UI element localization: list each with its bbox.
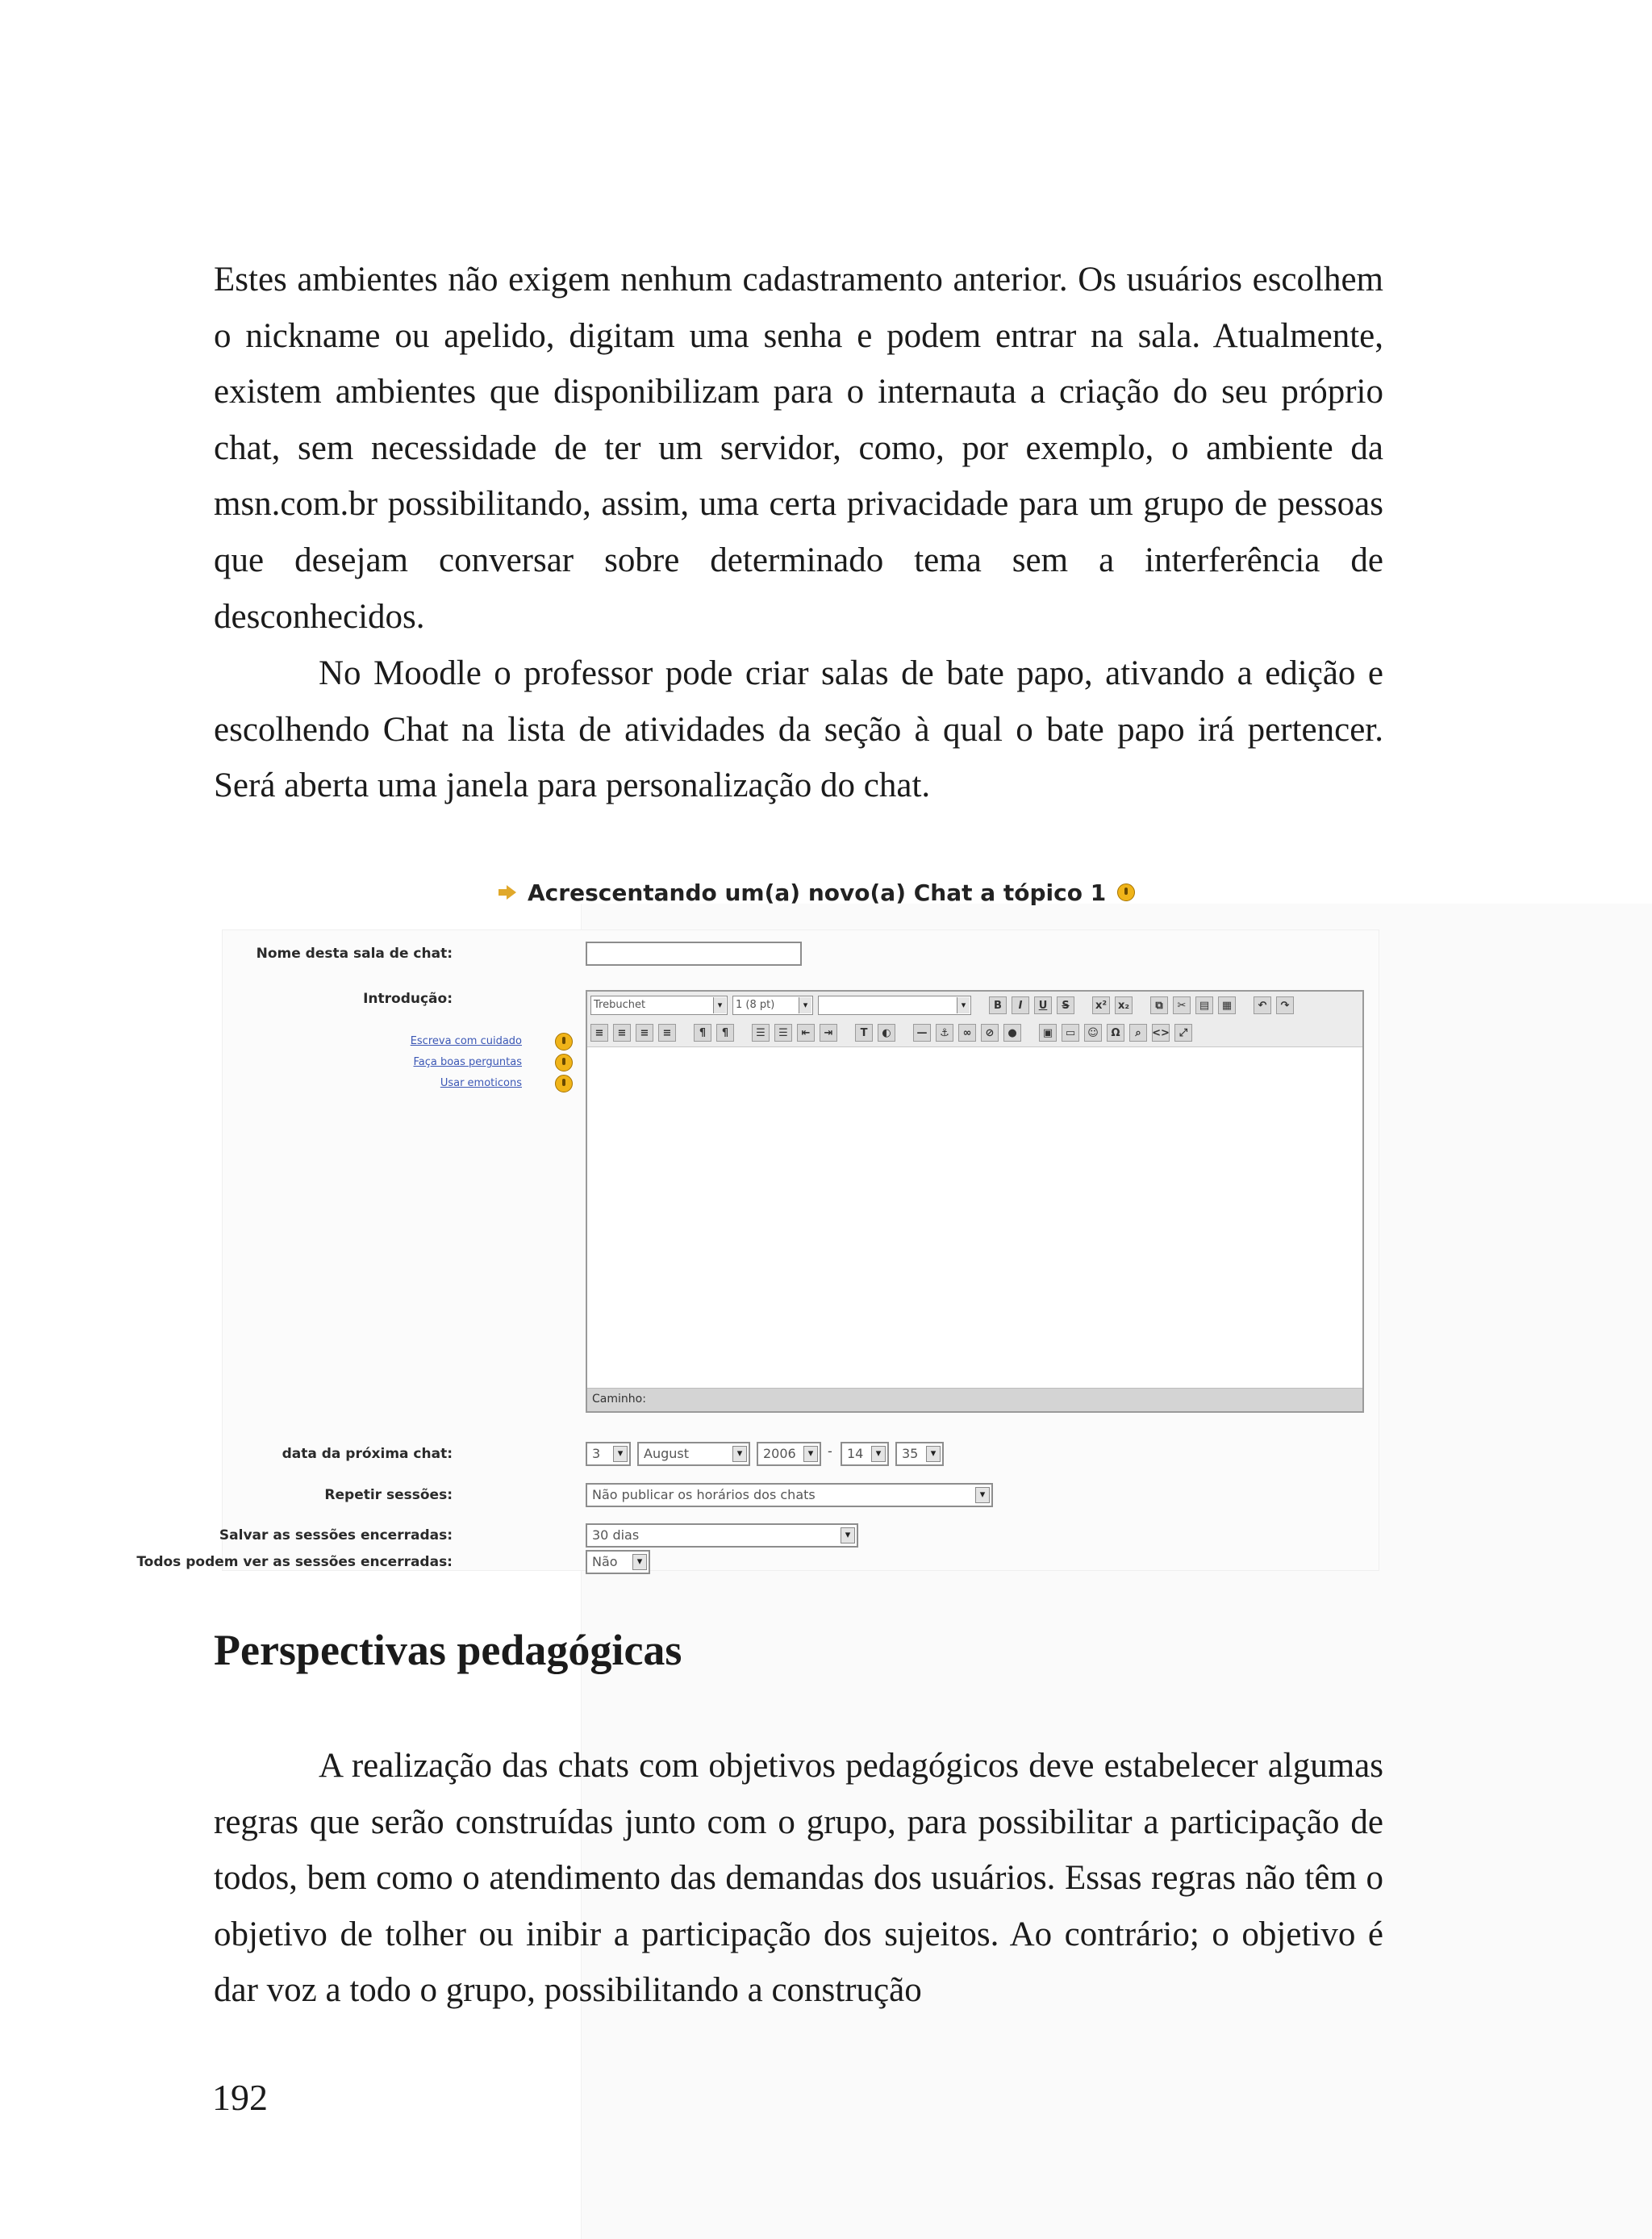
table-icon[interactable]: ▭ — [1062, 1024, 1079, 1042]
date-time-separator: - — [828, 1443, 832, 1459]
year-select[interactable]: 2006 ▾ — [757, 1442, 821, 1466]
intro-label: Introdução: — [363, 991, 453, 1007]
editor-toolbar-top — [587, 992, 1362, 1020]
redo-icon[interactable]: ↷ — [1276, 996, 1294, 1014]
screenshot-title — [499, 871, 1135, 913]
ordered-list-icon[interactable]: ☰ — [752, 1024, 770, 1042]
subscript-icon[interactable]: x₂ — [1115, 996, 1133, 1014]
nolink-icon[interactable]: ● — [1003, 1024, 1021, 1042]
paragraph-rules: A realização das chats com objetivos pedagógicos deve estabelecer algumas regras que serão construídas junto com o grupo, para possibilitar a participação de todos, bem como o atendimento das demandas dos usuários. Essas regras não têm o objetivo de tolher ou inibir a participação dos sujeitos. Ao contrário; o objetivo é dar voz a todo o grupo, possibilitando a construção — [214, 1747, 1383, 2010]
font-family-select[interactable]: Trebuchet ▾ — [590, 996, 728, 1015]
html-editor[interactable] — [586, 990, 1364, 1413]
unordered-list-icon[interactable]: ☰ — [774, 1024, 792, 1042]
paste-icon[interactable]: ▤ — [1195, 996, 1213, 1014]
editor-path-bar: Caminho: — [587, 1388, 1362, 1411]
bold-icon[interactable]: B — [989, 996, 1007, 1014]
chat-name-input[interactable] — [586, 942, 802, 966]
fullscreen-icon[interactable]: ⤢ — [1174, 1024, 1192, 1042]
link-icon[interactable]: ∞ — [958, 1024, 976, 1042]
italic-icon[interactable]: I — [1012, 996, 1029, 1014]
help-icon[interactable] — [555, 1054, 573, 1071]
help-icon[interactable] — [555, 1075, 573, 1092]
html-source-icon[interactable]: <> — [1152, 1024, 1170, 1042]
anchor-icon[interactable]: ⚓ — [936, 1024, 953, 1042]
ltr-icon[interactable]: ¶ — [694, 1024, 711, 1042]
underline-icon[interactable]: U — [1034, 996, 1052, 1014]
repeat-label: Repetir sessões: — [324, 1487, 453, 1503]
cut-icon[interactable]: ✂ — [1173, 996, 1191, 1014]
save-label: Salvar as sessões encerradas: — [219, 1527, 453, 1543]
background-color-icon[interactable]: ◐ — [878, 1024, 895, 1042]
name-label: Nome desta sala de chat: — [256, 946, 453, 962]
section-heading: Perspectivas pedagógicas — [214, 1626, 682, 1674]
special-char-icon[interactable]: Ω — [1107, 1024, 1124, 1042]
screenshot-title-text: Acrescentando um(a) novo(a) Chat a tópico 1 — [528, 879, 1107, 906]
day-select[interactable]: 3 ▾ — [586, 1442, 631, 1466]
help-icon[interactable] — [555, 1033, 573, 1051]
align-right-icon[interactable]: ≡ — [636, 1024, 653, 1042]
clean-icon[interactable]: ▦ — [1218, 996, 1236, 1014]
moodle-chat-form — [136, 929, 1379, 1571]
image-icon[interactable]: ▣ — [1039, 1024, 1057, 1042]
indent-icon[interactable]: ⇥ — [820, 1024, 837, 1042]
align-left-icon[interactable]: ≡ — [590, 1024, 608, 1042]
next-chat-label: data da próxima chat: — [282, 1446, 453, 1462]
smiley-icon[interactable]: ☺ — [1084, 1024, 1102, 1042]
justify-icon[interactable]: ≡ — [658, 1024, 676, 1042]
help-link-emoticons[interactable]: Usar emoticons — [440, 1077, 522, 1089]
paragraph-style-select[interactable] — [818, 996, 971, 1015]
align-center-icon[interactable]: ≡ — [613, 1024, 631, 1042]
everyone-label: Todos podem ver as sessões encerradas: — [136, 1554, 453, 1570]
help-link-write-carefully[interactable]: Escreva com cuidado — [410, 1035, 522, 1047]
unlink-icon[interactable]: ⊘ — [981, 1024, 999, 1042]
help-icon[interactable] — [1117, 883, 1135, 901]
minute-select[interactable]: 35 ▾ — [895, 1442, 944, 1466]
undo-icon[interactable]: ↶ — [1254, 996, 1271, 1014]
rtl-icon[interactable]: ¶ — [716, 1024, 734, 1042]
copy-icon[interactable]: ⧉ — [1150, 996, 1168, 1014]
outdent-icon[interactable]: ⇤ — [797, 1024, 815, 1042]
text-color-icon[interactable]: T — [855, 1024, 873, 1042]
search-replace-icon[interactable]: ⌕ — [1129, 1024, 1147, 1042]
strikethrough-icon[interactable]: S — [1057, 996, 1074, 1014]
everyone-view-select[interactable]: Não ▾ — [586, 1550, 650, 1574]
hour-select[interactable]: 14 ▾ — [841, 1442, 889, 1466]
save-sessions-select[interactable]: 30 dias ▾ — [586, 1523, 858, 1548]
help-link-good-questions[interactable]: Faça boas perguntas — [413, 1056, 522, 1068]
arrow-icon — [499, 887, 516, 898]
page-number: 192 — [212, 2077, 268, 2118]
repeat-sessions-select[interactable]: Não publicar os horários dos chats ▾ — [586, 1483, 993, 1507]
editor-toolbar-bottom — [587, 1019, 1362, 1047]
paragraph-intro: Estes ambientes não exigem nenhum cadastramento anterior. Os usuários escolhem o nickname ou apelido, digitam uma senha e podem entrar na sala. Atualmente, existem ambientes que disponibilizam para o internauta a criação do seu próprio chat, sem necessidade de ter um servidor, como, por exemplo, o ambiente da msn.com.br possibilitando, assim, uma certa privacidade para um grupo de pessoas que desejam conversar sobre determinado tema sem a interferência de desconhecidos. — [214, 261, 1383, 636]
paragraph-moodle: No Moodle o professor pode criar salas de bate papo, ativando a edição e escolhendo Chat na lista de atividades da seção à qual o bate papo irá pertencer. Será aberta uma janela para personalização do chat. — [214, 654, 1383, 805]
horizontal-rule-icon[interactable]: — — [913, 1024, 931, 1042]
month-select[interactable]: August ▾ — [637, 1442, 750, 1466]
font-size-select[interactable]: 1 (8 pt) ▾ — [732, 996, 813, 1015]
superscript-icon[interactable]: x² — [1092, 996, 1110, 1014]
